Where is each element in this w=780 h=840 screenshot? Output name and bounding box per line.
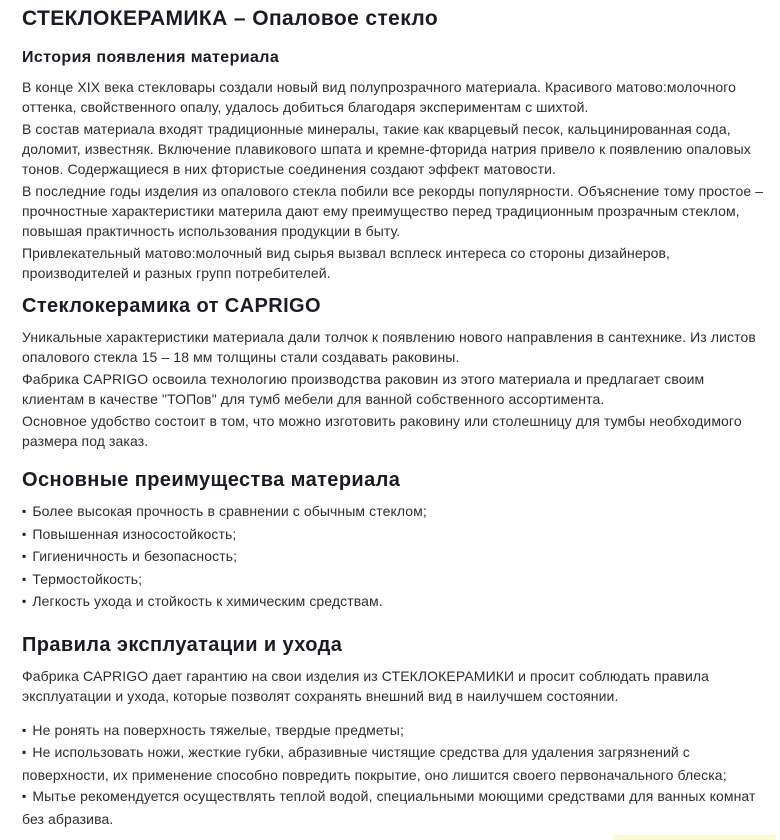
list-item	[22, 569, 765, 592]
list-item	[22, 546, 765, 569]
bullet-square-icon: ▪	[22, 504, 27, 518]
rules-heading: Правила эксплуатации и ухода	[22, 633, 343, 656]
list-item-text: Не ронять на поверхность тяжелые, твердые предметы;	[32, 721, 404, 738]
list-item	[22, 720, 765, 743]
bullet-square-icon: ▪	[22, 745, 27, 759]
list-item-text: Гигиеничность и безопасность;	[32, 548, 238, 564]
bullet-square-icon: ▪	[22, 571, 27, 586]
list-item-text: Более высокая прочность в сравнении с обычным стеклом;	[32, 503, 427, 519]
bullet-square-icon: ▪	[22, 549, 27, 563]
caprigo-paragraph: Уникальные характеристики материала дали толчок к появлению нового направления в сантехнике. Из листов опалового стекла 15 – 18 мм толщины стали создавать раковины.	[22, 329, 756, 365]
list-item-text: Не использовать ножи, жесткие губки, абразивные чистящие средства для удаления загрязнений с поверхности, их применение способно повредить покрытие, оно лишится своего первоначального блеска;	[22, 744, 727, 783]
page-title: СТЕКЛОКЕРАМИКА – Опаловое стекло	[22, 7, 439, 30]
history-paragraph: Привлекательный матово:молочный вид сырья вызвал всплеск интереса со стороны дизайнеров, производителей и разных групп потребителей.	[22, 245, 671, 281]
history-heading: История появления материала	[22, 49, 280, 66]
history-paragraph: В последние годы изделия из опалового стекла побили все рекорды популярности. Объяснение тому простое – прочностные характеристики материла дают ему преимущество перед традиционным прозрачным стеклом, повышая практичность использования продукции в быту.	[22, 183, 764, 239]
list-item-text: Повышенная износостойкость;	[32, 525, 237, 542]
list-item	[22, 742, 765, 786]
section-rules	[22, 632, 765, 831]
bullet-square-icon: ▪	[22, 722, 27, 737]
bullet-square-icon: ▪	[22, 526, 27, 541]
advantages-list	[22, 501, 765, 614]
history-paragraph: В состав материала входят традиционные минералы, такие как кварцевый песок, кальцинированная сода, доломит, известняк. Включение плавикового шпата и кремне-фторида натрия привело к появлению опаловых тонов. Содержащиеся в них фтористые соединения создают эффект матовости.	[22, 121, 751, 177]
rules-intro: Фабрика CAPRIGO дает гарантию на свои изделия из СТЕКЛОКЕРАМИКИ и просит соблюдать правила эксплуатации и ухода, которые позволят сохранять внешний вид в наилучшем состоянии.	[22, 667, 710, 704]
highlight-strip	[613, 835, 776, 840]
list-item	[22, 591, 765, 614]
list-item	[22, 786, 765, 830]
section-caprigo	[22, 293, 765, 451]
history-paragraph: В конце XIX века стекловары создали новый вид полупрозрачного материала. Красивого матово:молочного оттенка, свойственного опалу, удалось добиться благодаря экспериментам с шихтой.	[22, 79, 737, 115]
section-history	[22, 48, 765, 283]
caprigo-paragraph: Фабрика CAPRIGO освоила технологию производства раковин из этого материала и предлагает своим клиентам в качестве "ТОПов" для тумб мебели для ванной собственного ассортимента.	[22, 371, 705, 407]
rules-list	[22, 720, 765, 831]
section-advantages	[22, 467, 765, 614]
list-item	[22, 524, 765, 547]
caprigo-heading: Стеклокерамика от CAPRIGO	[22, 295, 321, 317]
bullet-square-icon: ▪	[22, 594, 27, 608]
list-item	[22, 501, 765, 524]
caprigo-paragraph: Основное удобство состоит в том, что можно изготовить раковину или столешницу для тумбы необходимого размера под заказ.	[22, 413, 742, 449]
advantages-heading: Основные преимущества материала	[22, 469, 401, 491]
list-item-text: Мытье рекомендуется осуществлять теплой водой, специальными моющими средствами для ванных комнат без абразива.	[22, 788, 756, 827]
bullet-square-icon: ▪	[22, 789, 27, 803]
list-item-text: Легкость ухода и стойкость к химическим средствам.	[32, 593, 383, 609]
list-item-text: Термостойкость;	[32, 570, 143, 587]
